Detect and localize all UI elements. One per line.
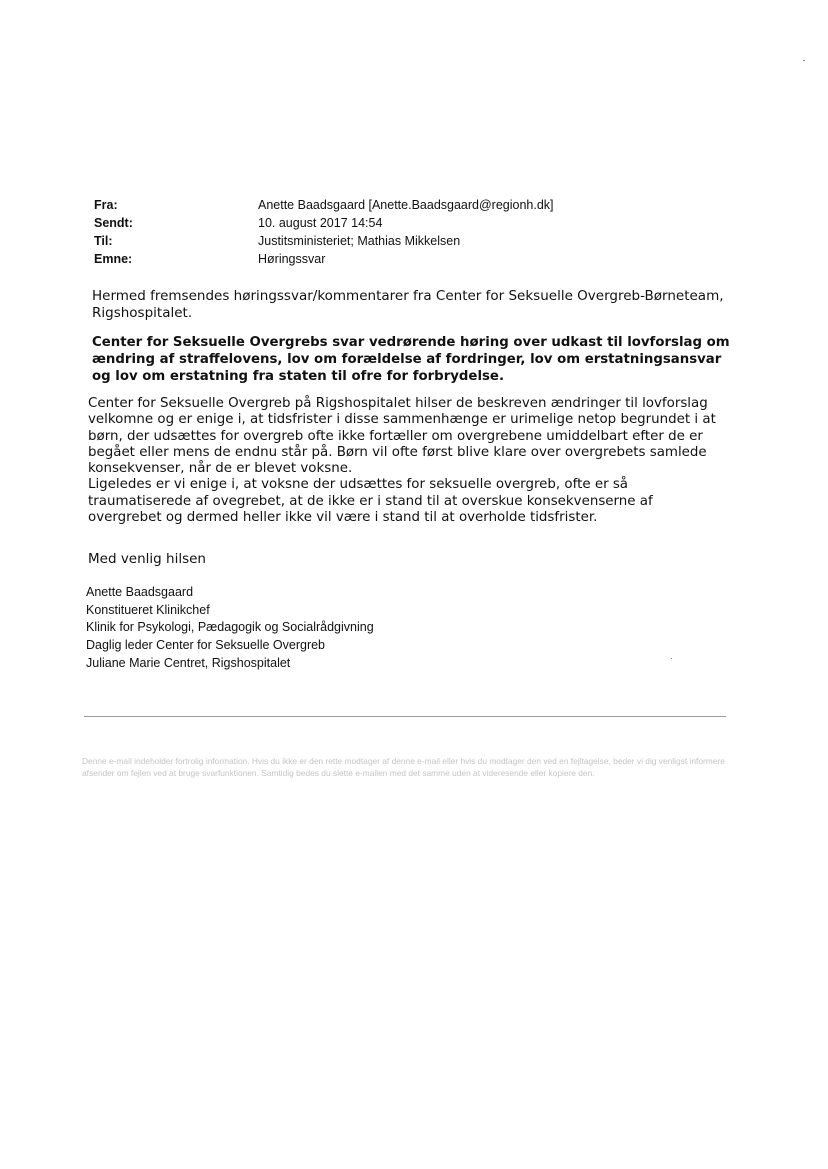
body-paragraph-2: Ligeledes er vi enige i, at voksne der udsættes for seksuelle overgreb, ofte er så traumatiserede af ovegrebet, at de ikke er i stand til at overskue konsekvenserne af overgrebet og dermed heller ikke vil være i stand til at overholde tidsfrister. [88,477,653,526]
to-value: Justitsministeriet; Mathias Mikkelsen [258,234,461,248]
subject-label: Emne: [94,252,133,266]
sent-label: Sendt: [94,216,133,230]
body-text [88,396,728,526]
signature-name: Anette Baadsgaard [86,585,194,599]
signature-department: Klinik for Psykologi, Pædagogik og Socialrådgivning [86,620,374,635]
disclaimer-text: Denne e-mail indeholder fortrolig information. Hvis du ikke er den rette modtager af denne e-mail eller hvis du modtager den ved en fejltagelse, beder vi dig venligst informere afsender om fejlen ved at bruge svarfunktionen. Samtidig bedes du slette e-mailen med det samme uden at videresende eller kopiere den. [82,756,725,778]
signature-organization: Juliane Marie Centret, Rigshospitalet [86,655,291,670]
scan-speck [671,658,672,659]
signature-title: Konstitueret Klinikchef [86,602,210,617]
scan-speck [803,60,805,61]
signature-role: Daglig leder Center for Seksuelle Overgreb [86,638,326,653]
body-paragraph-1: Center for Seksuelle Overgreb på Rigshospitalet hilser de beskreven ændringer til lovforslag velkomne og er enige i, at tidsfrister i disse sammenhænge er urimelige netop begrundet i at børn, der udsættes for overgreb ofte ikke fortæller om overgrebene umiddelbart efter de er begået eller mens de endnu står på. Børn vil ofte først blive klare over overgrebets samlede konsekvenser, når de er blevet voksne. [88,396,716,477]
from-value: Anette Baadsgaard [Anette.Baadsgaard@regionh.dk] [258,198,554,212]
intro-text: Hermed fremsendes høringssvar/kommentarer fra Center for Seksuelle Overgreb-Børneteam, Rigshospitalet. [92,288,724,321]
subject-value: Høringssvar [258,252,326,266]
greeting: Med venlig hilsen [88,551,206,567]
subject-heading: Center for Seksuelle Overgrebs svar vedrørende høring over udkast til lovforslag om ændring af straffelovens, lov om forældelse af fordringer, lov om erstatningsansvar og lov om erstatning fra staten til ofre for forbrydelse. [92,335,730,384]
to-label: Til: [94,234,113,248]
from-label: Fra: [94,198,118,212]
signature-block [86,584,374,673]
divider-line [84,716,726,717]
sent-value: 10. august 2017 14:54 [258,216,383,230]
